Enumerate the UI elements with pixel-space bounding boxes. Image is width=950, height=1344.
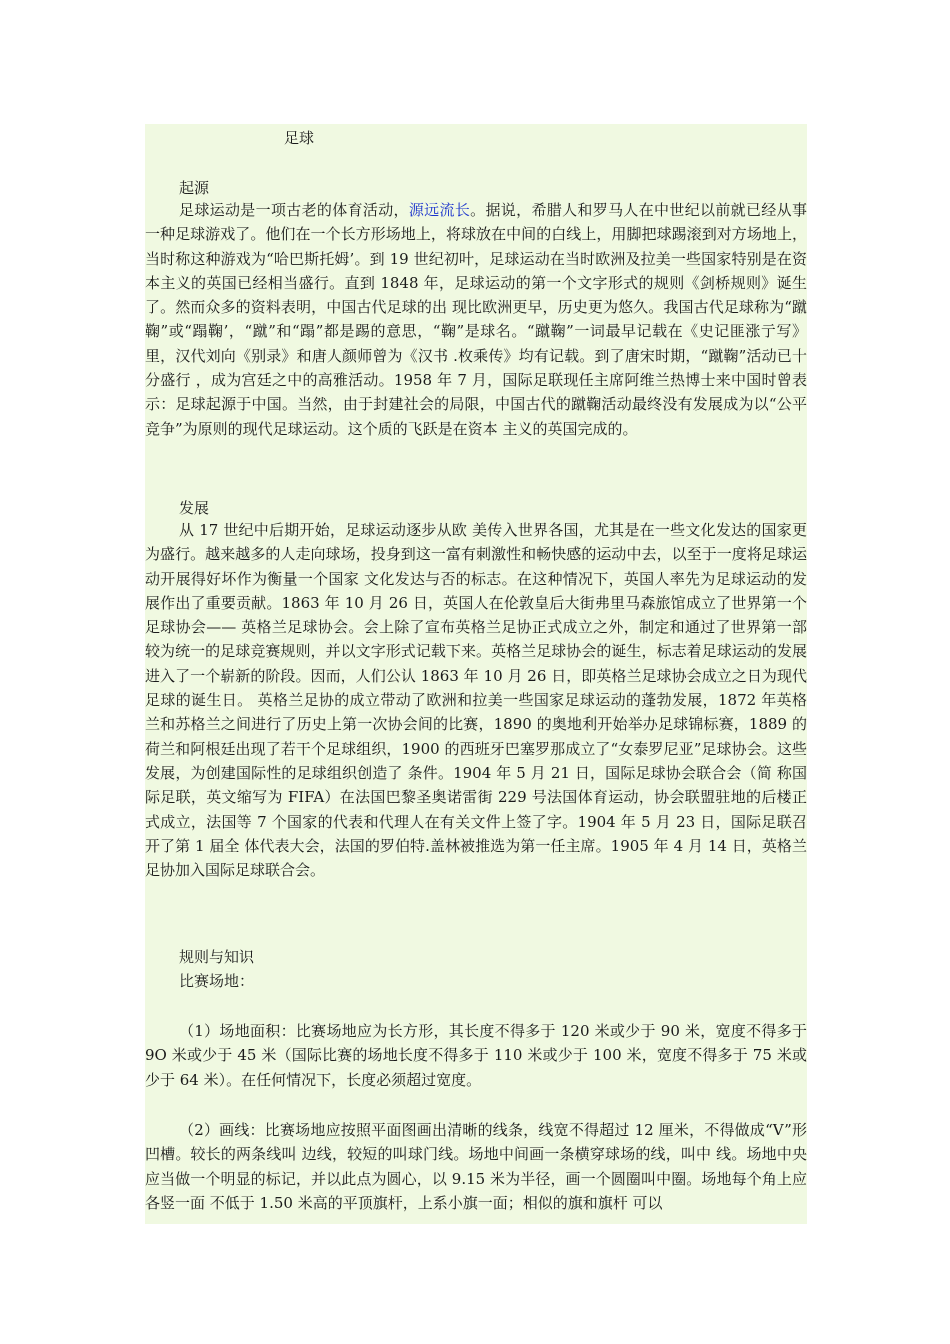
origin-text-start: 足球运动是一项古老的体育活动，: [179, 201, 409, 219]
origin-paragraph: [145, 198, 807, 441]
origin-link[interactable]: 源远流长: [408, 201, 471, 219]
rules-subheading: 比赛场地：: [179, 972, 255, 990]
rules-item-2: （2）画线：比赛场地应按照平面图画出清晰的线条，线宽不得超过 12 厘米，不得做成“V”形凹槽。较长的两条线叫 边线，较短的叫球门线。场地中间画一条横穿球场的线，叫中 线。场地中央应当做一个明显的标记，并以此点为圆心，以 9.15 米为半径，画一个圆圈叫中圈。场地每个角上应各竖一面 不低于 1.50 米高的平顶旗杆，上系小旗一面；相似的旗和旗杆 可以: [145, 1121, 807, 1212]
document-title: 足球: [284, 129, 315, 147]
document-page: [145, 124, 807, 1224]
section-heading-development: 发展: [179, 499, 210, 517]
rules-item-1: （1）场地面积：比赛场地应为长方形，其长度不得多于 120 米或少于 90 米，宽度不得多于 9O 米或少于 45 米（国际比赛的场地长度不得多于 110 米或少于 100 米，宽度不得多于 75 米或 少于 64 米）。在任何情况下，长度必须超过宽度。: [145, 1022, 807, 1089]
section-heading-rules: 规则与知识: [179, 948, 255, 966]
section-heading-origin: 起源: [179, 179, 210, 197]
development-paragraph: 从 17 世纪中后期开始，足球运动逐步从欧 美传入世界各国，尤其是在一些文化发达的国家更为盛行。越来越多的人走向球场，投身到这一富有刺激性和畅快感的运动中去，以至于一度将足球运动开展得好坏作为衡量一个国家 文化发达与否的标志。在这种情况下，英国人率先为足球运动的发展作出了重要贡献。1863 年 10 月 26 日，英国人在伦敦皇后大街弗里马森旅馆成立了世界第一个足球协会—— 英格兰足球协会。会上除了宣布英格兰足协正式成立之外，制定和通过了世界第一部较为统一的足球竞赛规则，并以文字形式记载下来。英格兰足球协会的诞生，标志着足球运动的发展进入了一个崭新的阶段。因而，人们公认 1863 年 10 月 26 日，即英格兰足球协会成立之日为现代足球的诞生日。 英格兰足协的成立带动了欧洲和拉美一些国家足球运动的蓬勃发展，1872 年英格兰和苏格兰之间进行了历史上第一次协会间的比赛，1890 的奥地利开始举办足球锦标赛，1889 的荷兰和阿根廷出现了若干个足球组织，1900 的西班牙巴塞罗那成立了“女泰罗尼亚”足球协会。这些发展，为创建国际性的足球组织创造了 条件。1904 年 5 月 21 日，国际足球协会联合会（简 称国际足联，英文缩写为 FIFA）在法国巴黎圣奥诺雷街 229 号法国体育运动，协会联盟驻地的后楼正式成立，法国等 7 个国家的代表和代理人在有关文件上签了字。1904 年 5 月 23 日，国际足联召开了第 1 届全 体代表大会，法国的罗伯特.盖林被推选为第一任主席。1905 年 4 月 14 日，英格兰足协加入国际足球联合会。: [145, 521, 807, 880]
origin-text-rest: 。据说，希腊人和罗马人在中世纪以前就已经从事一种足球游戏了。他们在一个长方形场地上，将球放在中间的白线上，用脚把球踢滚到对方场地上，当时称这种游戏为“哈巴斯托姆’。到 19 世纪初叶，足球运动在当时欧洲及拉美一些国家特别是在资本主义的英国已经相当盛行。直到 1848 年，足球运动的第一个文字形式的规则《剑桥规则》诞生了。然而众多的资料表明，中国古代足球的出 现比欧洲更早，历史更为悠久。我国古代足球称为“蹴鞠”或“蹋鞠’，“蹴”和“蹋”都是踢的意思，“鞠”是球名。“蹴鞠”一词最早记载在《史记匪涨亍写》里，汉代刘向《别录》和唐人颜师曾为《汉书 .枚乘传》均有记载。到了唐宋时期，“蹴鞠”活动已十分盛行 ，成为宫廷之中的高雅活动。1958 年 7 月，国际足联现任主席阿维兰热博士来中国时曾表示：足球起源于中国。当然，由于封建社会的局限，中国古代的蹴鞠活动最终没有发展成为以“公平竞争”为原则的现代足球运动。这个质的飞跃是在资本 主义的英国完成的。: [145, 201, 807, 438]
